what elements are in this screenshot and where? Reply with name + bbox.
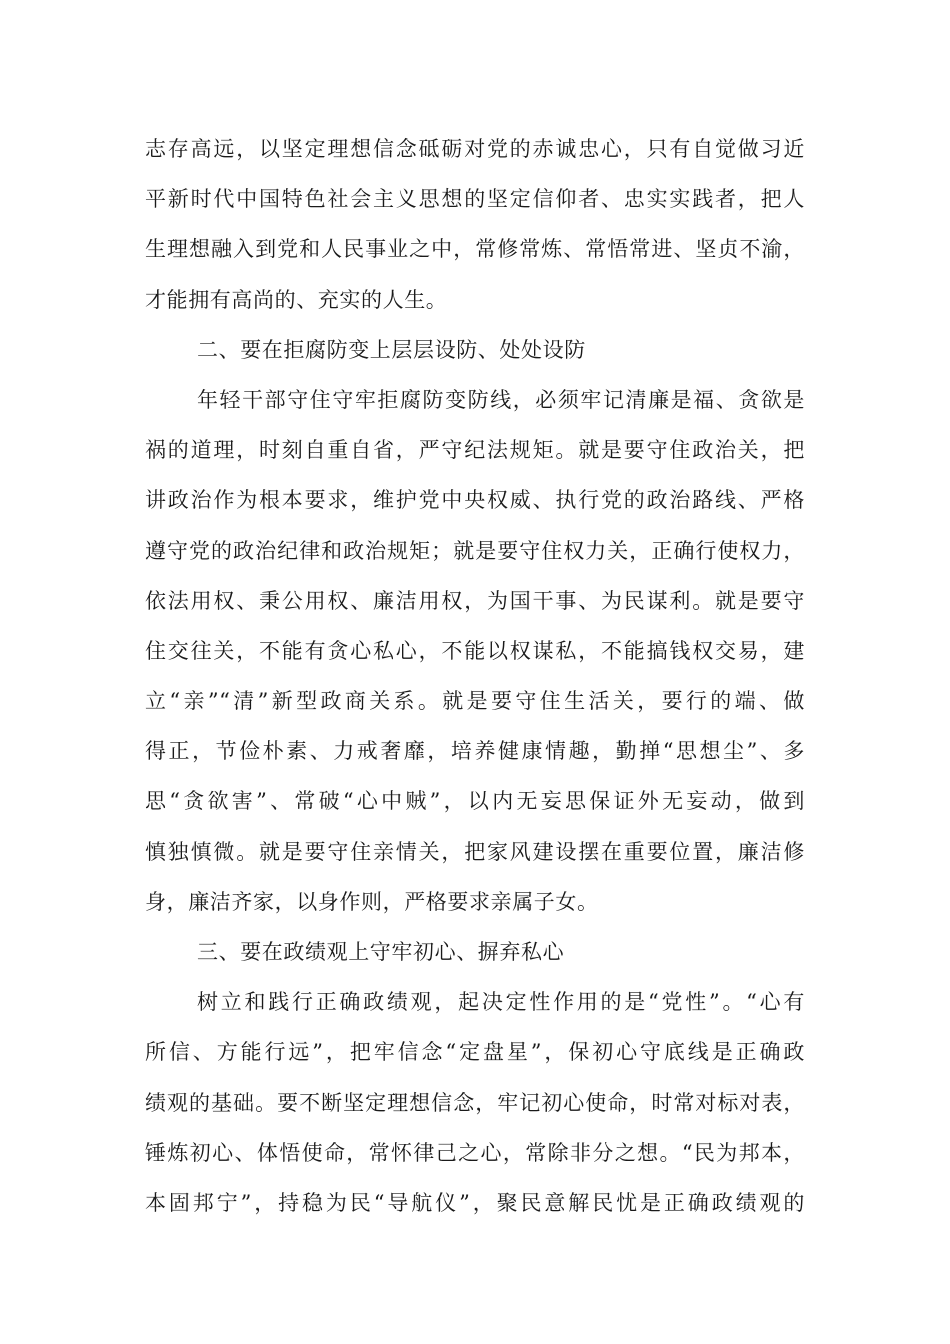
text-line: 本固邦宁”，持稳为民“导航仪”，聚民意解民忧是正确政绩观的 (145, 1190, 805, 1215)
text-line: 祸的道理，时刻自重自省，严守纪法规矩。就是要守住政治关，把 (145, 438, 805, 463)
paragraph-2 (145, 375, 805, 927)
heading-text: 二、要在拒腐防变上层层设防、处处设防 (197, 337, 586, 362)
heading-text: 三、要在政绩观上守牢初心、摒弃私心 (197, 940, 565, 964)
text-line: 所信、方能行远”，把牢信念“定盘星”，保初心守底线是正确政 (145, 1040, 805, 1065)
text-line: 住交往关，不能有贪心私心，不能以权谋私，不能搞钱权交易，建 (145, 638, 805, 663)
text-line: 年轻干部守住守牢拒腐防变防线，必须牢记清廉是福、贪欲是 (197, 387, 805, 412)
document-body (145, 124, 805, 1228)
paragraph-1 (145, 124, 805, 325)
section-heading-3 (145, 927, 805, 977)
text-line: 绩观的基础。要不断坚定理想信念，牢记初心使命，时常对标对表， (145, 1090, 805, 1115)
text-line: 思“贪欲害”、常破“心中贼”，以内无妄思保证外无妄动，做到 (145, 789, 805, 814)
text-line: 生理想融入到党和人民事业之中，常修常炼、常悟常进、坚贞不渝， (145, 237, 805, 262)
text-line: 得正，节俭朴素、力戒奢靡，培养健康情趣，勤掸“思想尘”、多 (145, 739, 805, 764)
text-line: 讲政治作为根本要求，维护党中央权威、执行党的政治路线、严格 (145, 488, 805, 513)
text-line: 树立和践行正确政绩观，起决定性作用的是“党性”。“心有 (197, 990, 805, 1015)
text-line: 志存高远，以坚定理想信念砥砺对党的赤诚忠心，只有自觉做习近 (145, 137, 805, 161)
section-heading-2 (145, 325, 805, 375)
paragraph-3 (145, 977, 805, 1228)
text-line: 身，廉洁齐家，以身作则，严格要求亲属子女。 (145, 889, 599, 914)
text-line: 立“亲”“清”新型政商关系。就是要守住生活关，要行的端、做 (145, 689, 805, 714)
text-line: 锤炼初心、体悟使命，常怀律己之心，常除非分之想。“民为邦本， (145, 1140, 805, 1165)
text-line: 平新时代中国特色社会主义思想的坚定信仰者、忠实实践者，把人 (145, 187, 805, 212)
text-line: 才能拥有高尚的、充实的人生。 (145, 287, 448, 312)
text-line: 遵守党的政治纪律和政治规矩；就是要守住权力关，正确行使权力， (145, 538, 805, 563)
text-line: 依法用权、秉公用权、廉洁用权，为国干事、为民谋利。就是要守 (145, 588, 805, 613)
text-line: 慎独慎微。就是要守住亲情关，把家风建设摆在重要位置，廉洁修 (145, 839, 805, 864)
